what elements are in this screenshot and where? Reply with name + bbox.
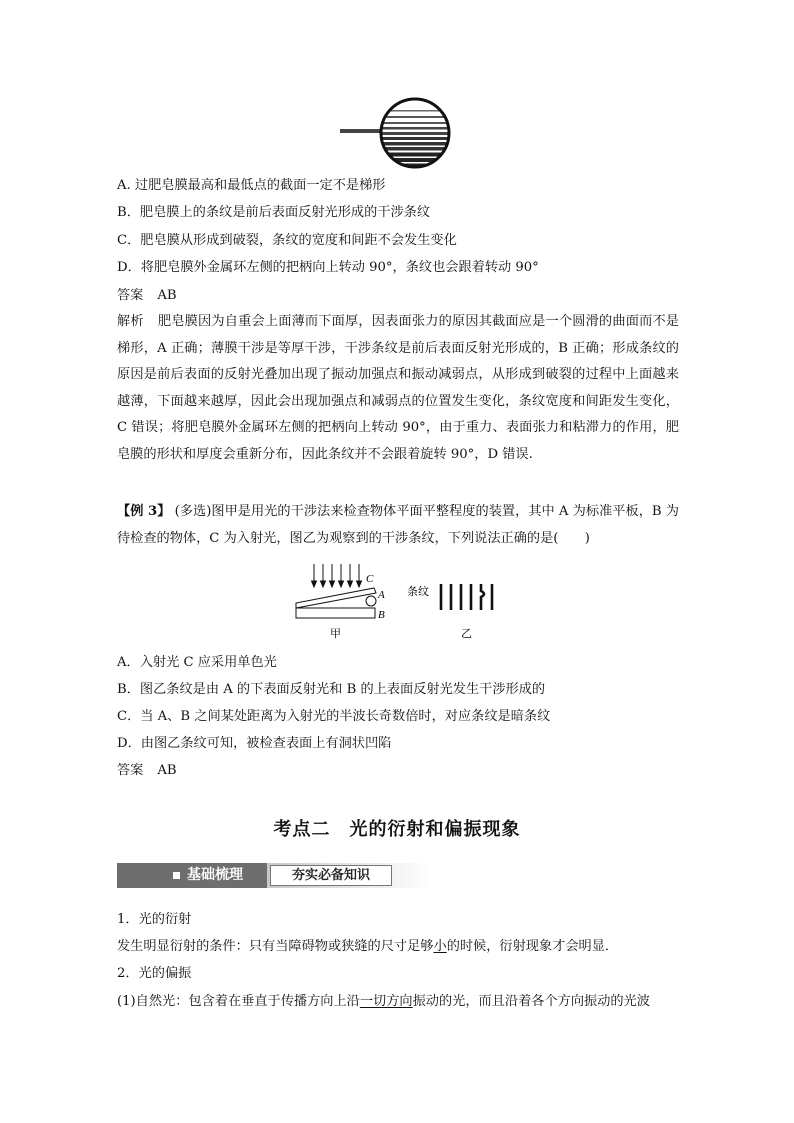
q2-option-d: D．将肥皂膜外金属环左侧的把柄向上转动 90°，条纹也会跟着转动 90° [117,260,539,275]
ex3-option-b: B．图乙条纹是由 A 的下表面反射光和 B 的上表面反射光发生干涉形成的 [117,682,546,697]
incident-light-arrows [312,564,362,587]
label-b: B [378,609,385,621]
ex3-option-a: A．入射光 C 应采用单色光 [117,655,277,670]
section-title: 考点二 光的衍射和偏振现象 [273,819,521,840]
soap-film-figure [335,96,465,170]
ex3-answer [117,762,177,780]
analysis-text: 肥皂膜因为自重会上面薄而下面厚，因表面张力的原因其截面应是一个圆滑的曲面而不是梯形，A 正确；薄膜干涉是等厚干涉，干涉条纹是前后表面反射光形成的，B 正确；形成条纹的原因是前后表面的反射光叠加出现了振动加强点和振动减弱点，从形成到破裂的过程中上面越来越薄，下面越来越厚，因此会出现加强点和减弱点的位置发生变化，条纹宽度和间距发生变化，C 错误；将肥皂膜外金属环左侧的把柄向上转动 90°，由于重力、表面张力和粘滞力的作用，肥皂膜的形状和厚度会重新分布，因此条纹并不会跟着旋转 90°，D 错误. [117,314,679,462]
figure-jia [292,562,402,642]
ex3-option-d: D．由图乙条纹可知，被检查表面上有洞状凹陷 [117,736,392,751]
q2-option-c: C．肥皂膜从形成到破裂，条纹的宽度和间距不会发生变化 [117,233,457,248]
k1-title: 1．光的衍射 [117,912,192,927]
answer-label: 答案 [117,288,144,303]
k2-text: (1)自然光：包含着在垂直于传播方向上沿一切方向振动的光，而且沿着各个方向振动的光波 [117,994,650,1009]
section-banner [117,863,431,888]
interference-fringes [379,96,451,170]
answer-label: 答案 [117,763,144,778]
banner-left-text: 基础梳理 [187,867,243,883]
example-tag: 【例 3】 [117,504,171,519]
underlined-term: 一切方向 [359,994,413,1009]
ex3-option-c: C．当 A、B 之间某处距离为入射光的半波长奇数倍时，对应条纹是暗条纹 [117,709,551,724]
figure-yi [405,578,505,642]
label-c: C [366,573,374,585]
caption-yi: 乙 [461,627,472,640]
standard-plate-a [296,588,376,608]
fringe-label: 条纹 [407,585,429,598]
fringe-lines [441,584,492,610]
caption-jia: 甲 [330,627,341,640]
banner-right-text: 夯实必备知识 [270,865,392,886]
underlined-term: 小 [433,939,447,954]
q2-option-a: A. 过肥皂膜最高和最低点的截面一定不是梯形 [117,178,386,193]
answer-value: AB [157,763,177,778]
example-text: (多选)图甲是用光的干涉法来检查物体平面平整程度的装置，其中 A 为标准平板，B 为待检查的物体，C 为入射光，图乙为观察到的干涉条纹，下列说法正确的是( ) [117,504,679,546]
q2-analysis [117,309,679,469]
q2-answer [117,287,177,305]
k2-title: 2．光的偏振 [117,966,192,981]
spacer-wedge [366,596,376,606]
example-3-stem [117,499,679,552]
metal-handle [340,129,382,133]
bullet-square-icon [173,872,180,879]
label-a: A [378,589,385,601]
q2-option-b: B．肥皂膜上的条纹是前后表面反射光形成的干涉条纹 [117,205,431,220]
answer-value: AB [157,288,177,303]
k1-text: 发生明显衍射的条件：只有当障碍物或狭缝的尺寸足够小的时候，衍射现象才会明显． [117,939,619,954]
test-object-b [296,608,375,618]
analysis-label: 解析 [117,314,144,329]
